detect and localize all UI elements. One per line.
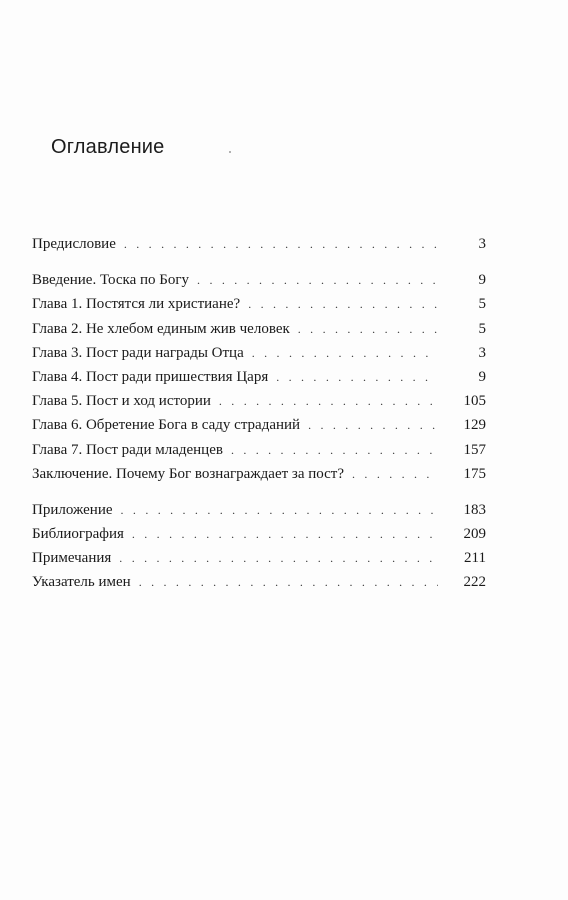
toc-entry-page: 211 bbox=[464, 550, 486, 567]
toc-entry-title: Приложение bbox=[32, 501, 113, 518]
dot-leader bbox=[308, 413, 438, 437]
dot-leader bbox=[197, 268, 438, 292]
dot-leader bbox=[352, 462, 438, 486]
toc-entry bbox=[32, 341, 486, 365]
toc-entry-title: Примечания bbox=[32, 550, 112, 567]
toc-entry-title: Глава 5. Пост и ход истории bbox=[32, 393, 211, 410]
toc-entry bbox=[32, 365, 486, 389]
toc-entry-page: 3 bbox=[478, 236, 486, 252]
toc-entry bbox=[32, 438, 486, 462]
toc-entry-title: Предисловие bbox=[32, 236, 116, 252]
toc-entry bbox=[32, 292, 486, 316]
table-of-contents bbox=[32, 232, 486, 607]
toc-entry-title: Глава 2. Не хлебом единым жив человек bbox=[32, 320, 290, 337]
toc-entry-title: Глава 6. Обретение Бога в саду страданий bbox=[32, 417, 301, 434]
toc-group-chapters bbox=[32, 268, 486, 486]
dot-leader bbox=[252, 341, 438, 365]
toc-entry bbox=[32, 232, 486, 256]
toc-entry-title: Глава 7. Пост ради младенцев bbox=[32, 441, 223, 458]
dot-leader bbox=[139, 570, 438, 594]
toc-entry-title: Библиография bbox=[32, 526, 124, 543]
toc-entry bbox=[32, 498, 486, 522]
toc-group-back bbox=[32, 498, 486, 595]
toc-entry bbox=[32, 570, 486, 594]
toc-entry-title: Указатель имен bbox=[32, 574, 131, 591]
toc-entry-page: 157 bbox=[463, 441, 486, 458]
toc-entry bbox=[32, 413, 486, 437]
toc-entry-page: 183 bbox=[463, 501, 486, 518]
dot-leader bbox=[248, 292, 438, 316]
toc-entry-page: 222 bbox=[463, 574, 486, 591]
toc-entry-page: 209 bbox=[463, 526, 486, 543]
toc-entry bbox=[32, 462, 486, 486]
dot-leader bbox=[119, 546, 438, 570]
toc-entry-page: 175 bbox=[463, 465, 486, 482]
page-title: Оглавление bbox=[51, 136, 165, 158]
toc-entry-title: Глава 3. Пост ради награды Отца bbox=[32, 344, 244, 361]
dot-leader bbox=[231, 438, 438, 462]
toc-entry-page: 3 bbox=[478, 344, 486, 361]
toc-entry-page: 9 bbox=[478, 272, 486, 289]
toc-entry-title: Глава 1. Постятся ли христиане? bbox=[32, 296, 241, 313]
dot-leader bbox=[219, 389, 438, 413]
toc-entry bbox=[32, 268, 486, 292]
dot-leader bbox=[124, 232, 438, 256]
toc-entry-page: 9 bbox=[478, 368, 486, 385]
dot-leader bbox=[298, 317, 438, 341]
toc-entry bbox=[32, 389, 486, 413]
toc-entry-page: 105 bbox=[463, 393, 486, 410]
dot-leader bbox=[276, 365, 438, 389]
toc-entry-title: Введение. Тоска по Богу bbox=[32, 272, 190, 289]
toc-entry-page: 5 bbox=[478, 296, 486, 313]
toc-entry-page: 129 bbox=[463, 417, 486, 434]
toc-entry-title: Глава 4. Пост ради пришествия Царя bbox=[32, 368, 269, 385]
toc-entry bbox=[32, 546, 486, 570]
toc-entry-title: Заключение. Почему Бог вознаграждает за пост? bbox=[32, 465, 345, 482]
toc-entry bbox=[32, 522, 486, 546]
toc-entry-page: 5 bbox=[478, 320, 486, 337]
dot-leader bbox=[121, 498, 438, 522]
toc-group-front bbox=[32, 232, 486, 256]
toc-entry bbox=[32, 317, 486, 341]
dot-leader bbox=[132, 522, 438, 546]
print-speck bbox=[229, 151, 231, 153]
